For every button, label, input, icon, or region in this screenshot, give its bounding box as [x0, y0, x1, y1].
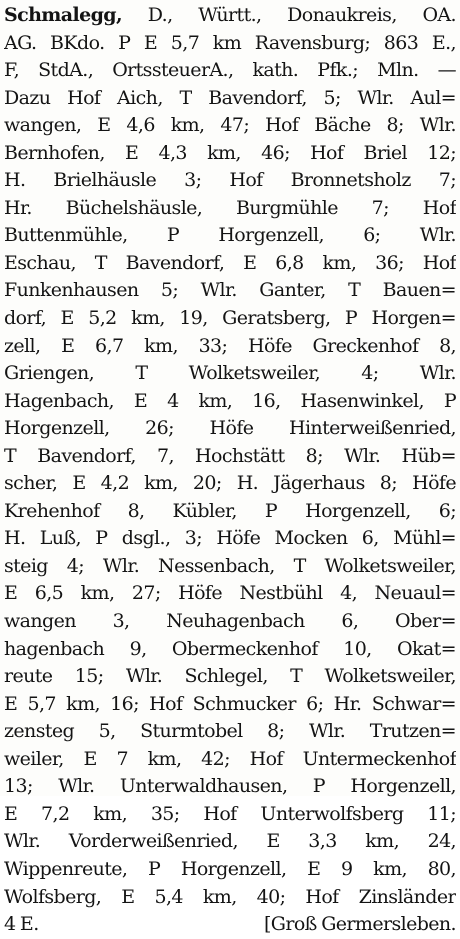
text-line: T Bavendorf, 7, Hochstätt 8; Wlr. Hüb= [4, 444, 456, 467]
text-line: H. Brielhäusle 3; Hof Bronnetsholz 7; [4, 169, 456, 192]
text-line: E 5,7 km, 16; Hof Schmucker 6; Hr. Schwar= [4, 692, 456, 715]
text-line: E 7,2 km, 35; Hof Unterwolfsberg 11; [4, 802, 456, 825]
text-line: reute 15; Wlr. Schlegel, T Wolketsweiler, [4, 665, 456, 688]
text-line: Bernhofen, E 4,3 km, 46; Hof Briel 12; [4, 141, 456, 164]
text-line: Horgenzell, 26; Höfe Hinterweißenried, [4, 417, 456, 440]
entry-count: 4 E. [4, 913, 39, 936]
next-entry-reference: [Groß Germersleben. [263, 913, 456, 936]
text-line: weiler, E 7 km, 42; Hof Untermeckenhof [4, 747, 456, 770]
text-line: wangen, E 4,6 km, 47; Hof Bäche 8; Wlr. [4, 114, 456, 137]
text-line: Eschau, T Bavendorf, E 6,8 km, 36; Hof [4, 251, 456, 274]
text-line: scher, E 4,2 km, 20; H. Jägerhaus 8; Höfe [4, 472, 456, 495]
text-line: Griengen, T Wolketsweiler, 4; Wlr. [4, 362, 456, 385]
text-line: steig 4; Wlr. Nessenbach, T Wolketsweiler, [4, 554, 456, 577]
text-line: H. Luß, P dsgl., 3; Höfe Mocken 6, Mühl= [4, 527, 456, 550]
text-line-final [4, 911, 456, 939]
text-line: dorf, E 5,2 km, 19, Geratsberg, P Horgen= [4, 307, 456, 330]
text-line: Wlr. Vorderweißenried, E 3,3 km, 24, [4, 830, 456, 853]
entry-headword: Schmalegg, [4, 4, 123, 26]
text-line: Hr. Büchelshäusle, Burgmühle 7; Hof [4, 196, 456, 219]
text-line: wangen 3, Neuhagenbach 6, Ober= [4, 610, 456, 633]
text-line: zensteg 5, Sturmtobel 8; Wlr. Trutzen= [4, 720, 456, 743]
text-line: Funkenhausen 5; Wlr. Ganter, T Bauen= [4, 279, 456, 302]
text-line: Wippenreute, P Horgenzell, E 9 km, 80, [4, 857, 456, 880]
gazetteer-entry [4, 2, 456, 939]
text-line: zell, E 6,7 km, 33; Höfe Greckenhof 8, [4, 334, 456, 357]
text-line: E 6,5 km, 27; Höfe Nestbühl 4, Neuaul= [4, 582, 456, 605]
line-text: D., Württ., Donaukreis, OA. [147, 4, 456, 26]
text-line: Buttenmühle, P Horgenzell, 6; Wlr. [4, 224, 456, 247]
text-line: Krehenhof 8, Kübler, P Horgenzell, 6; [4, 499, 456, 522]
text-line: Hagenbach, E 4 km, 16, Hasenwinkel, P [4, 389, 456, 412]
text-line [4, 2, 456, 30]
text-line: AG. BKdo. P E 5,7 km Ravensburg; 863 E., [4, 31, 456, 54]
text-line: Dazu Hof Aich, T Bavendorf, 5; Wlr. Aul= [4, 86, 456, 109]
text-line: F, StdA., OrtssteuerA., kath. Pfk.; Mln. — [4, 59, 456, 82]
text-line: Wolfsberg, E 5,4 km, 40; Hof Zinsländer [4, 885, 456, 908]
text-line: hagenbach 9, Obermeckenhof 10, Okat= [4, 637, 456, 660]
text-line: 13; Wlr. Unterwaldhausen, P Horgenzell, [4, 775, 456, 798]
